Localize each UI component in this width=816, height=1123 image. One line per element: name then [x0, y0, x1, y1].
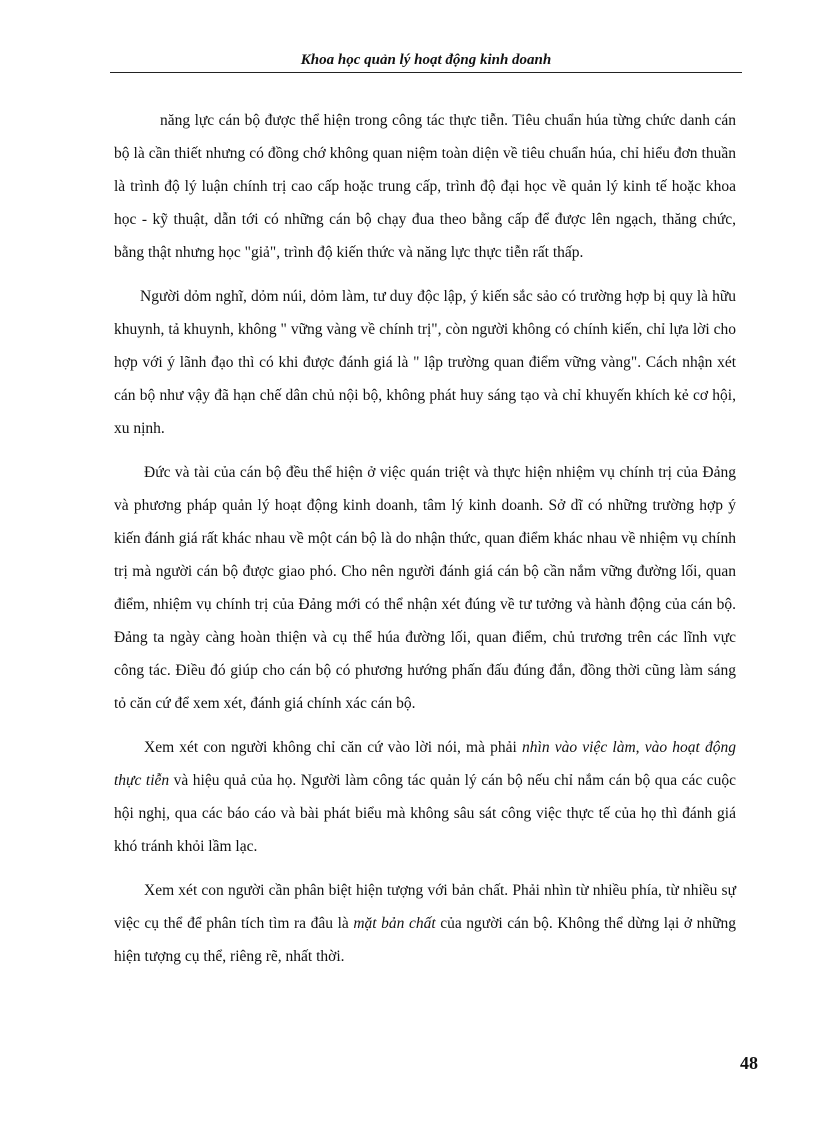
paragraph-1: năng lực cán bộ được thể hiện trong công tác thực tiễn. Tiêu chuẩn húa từng chức danh cán bộ là cần thiết nhưng có đồng chớ không quan niệm toàn diện về tiêu chuẩn húa, chỉ hiểu đơn thuần là trình độ lý luận chính trị cao cấp hoặc trung cấp, trình độ đại học về quản lý kinh tế hoặc khoa học - kỹ thuật, dẫn tới có những cán bộ chạy đua theo bằng cấp để được lên ngạch, thăng chức, bằng thật nhưng học "giả", trình độ kiến thức và năng lực thực tiễn rất thấp. [114, 112, 736, 261]
page-number: 48 [740, 1053, 758, 1073]
paragraph-5-text-after: của người cán bộ. Không thể dừng lại ở những hiện tượng cụ thể, riêng rẽ, nhất thời. [114, 915, 736, 965]
body-text [114, 104, 736, 984]
paragraph-5 [114, 874, 736, 973]
paragraph-4-emphasis: nhìn vào việc làm, vào hoạt động thực tiễn [114, 739, 736, 789]
paragraph-3: Đức và tài của cán bộ đều thể hiện ở việc quán triệt và thực hiện nhiệm vụ chính trị của Đảng và phương pháp quản lý hoạt động kinh doanh, tâm lý kinh doanh. Sở dĩ có những trường hợp ý kiến đánh giá rất khác nhau về một cán bộ là do nhận thức, quan điểm khác nhau về nhiệm vụ chính trị mà người cán bộ được giao phó. Cho nên người đánh giá cán bộ cần nắm vững đường lối, quan điểm, nhiệm vụ chính trị của Đảng mới có thể nhận xét đúng về tư tưởng và hành động của cán bộ. Đảng ta ngày càng hoàn thiện và cụ thể húa đường lối, quan điểm, chủ trương trên các lĩnh vực công tác. Điều đó giúp cho cán bộ có phương hướng phấn đấu đúng đắn, đồng thời cũng làm sáng tỏ căn cứ để xem xét, đánh giá chính xác cán bộ. [114, 464, 736, 712]
paragraph-5-text-before: Xem xét con người cần phân biệt hiện tượng với bản chất. Phải nhìn từ nhiều phía, từ nhiều sự việc cụ thể để phân tích tìm ra đâu là [114, 882, 736, 932]
paragraph-5-emphasis: mặt bản chất [353, 915, 436, 932]
paragraph-4-text-after: và hiệu quả của họ. Người làm công tác quản lý cán bộ nếu chỉ nắm cán bộ qua các cuộc hội nghị, qua các báo cáo và bài phát biểu mà không sâu sát công việc thực tế của họ thì đánh giá khó tránh khỏi lầm lạc. [114, 772, 736, 855]
paragraph-4-text-before: Xem xét con người không chỉ căn cứ vào lời nói, mà phải [144, 739, 523, 756]
header-divider [110, 72, 742, 73]
paragraph-4 [114, 731, 736, 863]
paragraph-2: Người dỏm nghĩ, dỏm núi, dỏm làm, tư duy độc lập, ý kiến sắc sảo có trường hợp bị quy là hữu khuynh, tả khuynh, không " vững vàng về chính trị", còn người không có chính kiến, chỉ lựa lời cho hợp với ý lãnh đạo thì có khi được đánh giá là " lập trường quan điểm vững vàng". Cách nhận xét cán bộ như vậy đã hạn chế dân chủ nội bộ, không phát huy sáng tạo và chỉ khuyến khích kẻ cơ hội, xu nịnh. [114, 288, 736, 437]
running-header-title: Khoa học quản lý hoạt động kinh doanh [300, 52, 552, 68]
